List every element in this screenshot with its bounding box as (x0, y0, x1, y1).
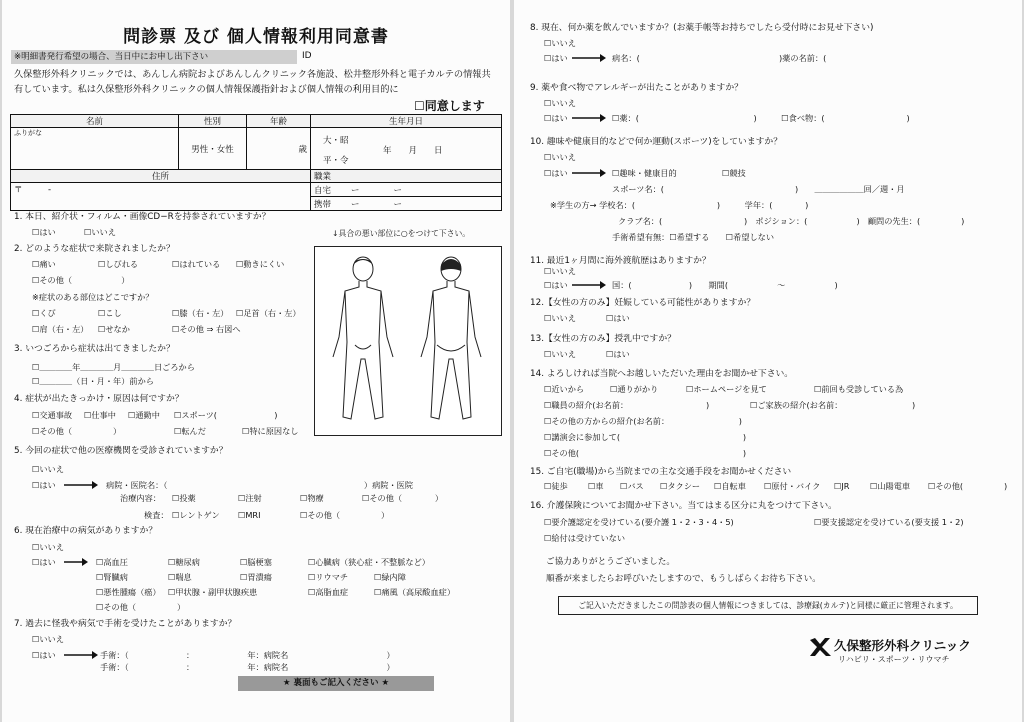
q8-title: 8. 現在、何か薬を飲んでいますか？(お薬手帳等お持ちでしたら受付時にお見せ下さい) (530, 23, 874, 33)
home-phone-field[interactable]: 自宅 ー ー (311, 183, 502, 197)
clinic-logo-icon (808, 636, 832, 658)
q6-no[interactable]: ☐いいえ (32, 542, 64, 552)
q4-commute[interactable]: ☐通勤中 (128, 410, 160, 420)
disease-diabetes[interactable]: ☐糖尿病 (168, 557, 200, 567)
q4-none[interactable]: ☐特に原因なし (242, 426, 299, 436)
q1-yes[interactable]: ☐はい (32, 227, 56, 237)
q11-title: 11. 最近1ヶ月間に海外渡航歴はありますか？ (530, 256, 711, 266)
disease-lipid[interactable]: ☐高脂血症 (308, 587, 349, 597)
q16-support[interactable]: ☐要支援認定を受けている(要支援 1・2) (814, 517, 964, 527)
q14-passing[interactable]: ☐通りがかり (610, 384, 659, 394)
q15-motorbike[interactable]: ☐原付・バイク (764, 481, 821, 491)
header-job: 職業 (311, 170, 502, 183)
q5-title: 5. 今回の症状で他の医療機関を受診されていますか？ (14, 446, 228, 456)
q2-swelling[interactable]: ☐はれている (172, 259, 221, 269)
intro-text: 久保整形外科クリニックでは、あんしん病院およびあんしんクリニック各施設、松井整形外科と電子カルテの情報共有しています。私は久保整形外科クリニックの個人情報保護指針および個人情報の利用目的に (14, 69, 491, 95)
q14-title: 14. よろしければ当院へお越しいただいた理由をお聞かせ下さい。 (530, 369, 794, 379)
name-field[interactable]: ふりがな (11, 128, 179, 170)
q10-surgery-wish[interactable]: 手術希望有無：☐希望する ☐希望しない (612, 232, 775, 242)
q2-sub: ※症状のある部位はどこですか？ (32, 292, 154, 302)
part-upper-back[interactable]: ☐せなか (98, 324, 130, 334)
questionnaire-front-page (2, 0, 510, 722)
q5-treat-label: 治療内容： (120, 493, 161, 503)
q13-title: 13.【女性の方のみ】授乳中ですか？ (530, 334, 676, 344)
q14-referral[interactable]: ☐その他の方からの紹介(お名前： ) (544, 416, 742, 426)
header-birth: 生年月日 (311, 115, 502, 128)
q7-title: 7. 過去に怪我や病気で手術を受けたことがありますか？ (14, 619, 237, 629)
q16-title: 16. 介護保険についてお聞かせ下さい。当てはまる区分に丸をつけて下さい。 (530, 501, 837, 511)
q4-other[interactable]: ☐その他（ ） (32, 426, 122, 436)
q8-yes[interactable]: ☐はい (544, 53, 568, 63)
q6-yes[interactable]: ☐はい (32, 557, 56, 567)
disease-gout[interactable]: ☐痛風（高尿酸血症） (374, 587, 456, 597)
part-ankle[interactable]: ☐足首（右・左） (236, 308, 301, 318)
q15-jr[interactable]: ☐JR (834, 481, 850, 491)
q1-no[interactable]: ☐いいえ (84, 227, 116, 237)
part-other[interactable]: ☐その他 ⇒ 右図へ (172, 324, 241, 334)
q8-no[interactable]: ☐いいえ (544, 38, 576, 48)
clinic-specialties: リハビリ・スポーツ・リウマチ (838, 655, 950, 664)
q5-injection[interactable]: ☐注射 (238, 493, 262, 503)
q15-other[interactable]: ☐その他( ) (928, 481, 1008, 491)
q2-stiff[interactable]: ☐動きにくい (236, 259, 285, 269)
header-age: 年齢 (247, 115, 311, 128)
patient-info-table (10, 114, 502, 211)
disease-hypertension[interactable]: ☐高血圧 (96, 557, 128, 567)
disease-kidney[interactable]: ☐腎臓病 (96, 572, 128, 582)
q14-staff[interactable]: ☐職員の紹介(お名前： ) (544, 400, 710, 410)
q14-near[interactable]: ☐近いから (544, 384, 585, 394)
q6-title: 6. 現在治療中の病気がありますか？ (14, 526, 158, 536)
disease-other[interactable]: ☐その他（ ） (96, 602, 186, 612)
q12-yes[interactable]: ☐はい (606, 313, 630, 323)
q15-sanyo[interactable]: ☐山陽電車 (870, 481, 911, 491)
q2-other[interactable]: ☐その他（ ） (32, 275, 130, 285)
q4-work[interactable]: ☐仕事中 (84, 410, 116, 420)
disease-asthma[interactable]: ☐喘息 (168, 572, 192, 582)
q2-numb[interactable]: ☐しびれる (98, 259, 139, 269)
q5-yes[interactable]: ☐はい (32, 480, 56, 490)
arrow-right-icon (64, 481, 98, 489)
q14-family[interactable]: ☐ご家族の紹介(お名前： ) (750, 400, 916, 410)
q16-none[interactable]: ☐給付は受けていない (544, 533, 626, 543)
address-field[interactable]: 〒 - (11, 183, 311, 211)
q15-car[interactable]: ☐車 (588, 481, 604, 491)
q10-hobby[interactable]: ☐趣味・健康目的 (612, 168, 677, 178)
q15-bicycle[interactable]: ☐自転車 (714, 481, 746, 491)
sex-field[interactable]: 男性・女性 (179, 128, 247, 170)
q1-title: 1. 本日、紹介状・フィルム・画像CD−Rを持参されていますか？ (14, 212, 271, 222)
q7-no[interactable]: ☐いいえ (32, 634, 64, 644)
q15-taxi[interactable]: ☐タクシー (660, 481, 701, 491)
birth-field[interactable]: 大・昭 平・令 年 月 日 (311, 128, 502, 170)
arrow-right-icon (572, 281, 606, 289)
disease-cancer[interactable]: ☐悪性腫瘍（癌） (96, 587, 161, 597)
part-shoulder[interactable]: ☐肩（右・左） (32, 324, 89, 334)
q15-title: 15. ご自宅(職場)から当院までの主な交通手段をお聞かせください (530, 467, 792, 477)
thanks-text: ご協力ありがとうございました。 (546, 557, 675, 567)
q7-yes[interactable]: ☐はい (32, 650, 56, 660)
q13-yes[interactable]: ☐はい (606, 349, 630, 359)
q4-accident[interactable]: ☐交通事故 (32, 410, 73, 420)
disease-heart[interactable]: ☐心臓病（狭心症・不整脈など） (308, 557, 430, 567)
q7-surgery-1[interactable]: 手術：（ ： 年：病院名 ） (100, 650, 395, 660)
q4-sports[interactable]: ☐スポーツ( ) (174, 410, 278, 420)
arrow-right-icon (572, 114, 606, 122)
q12-no[interactable]: ☐いいえ (544, 313, 576, 323)
wait-text: 順番が来ましたらお呼びいたしますので、もうしばらくお待ち下さい。 (546, 574, 821, 584)
q14-homepage[interactable]: ☐ホームページを見て (686, 384, 767, 394)
q9-allergy[interactable]: ☐薬：( ) ☐食べ物：( ) (612, 113, 910, 123)
q11-no[interactable]: ☐いいえ (544, 266, 576, 276)
q10-title: 10. 趣味や健康目的などで何か運動(スポーツ)をしていますか？ (530, 137, 783, 147)
q16-care[interactable]: ☐要介護認定を受けている(要介護 1・2・3・4・5) (544, 517, 734, 527)
q5-exam-label: 検査： (144, 510, 169, 520)
page-title: 問診票 及び 個人情報利用同意書 (123, 27, 389, 47)
q14-previous[interactable]: ☐前回も受診している為 (814, 384, 904, 394)
arrow-right-icon (64, 651, 98, 659)
q12-title: 12.【女性の方のみ】妊娠している可能性がありますか？ (530, 298, 756, 308)
q8-drug-name[interactable]: 病名：( )薬の名前：( (612, 53, 827, 63)
q5-mri[interactable]: ☐MRI (238, 510, 261, 520)
q11-yes[interactable]: ☐はい (544, 280, 568, 290)
q13-no[interactable]: ☐いいえ (544, 349, 576, 359)
clinic-logo (808, 636, 1008, 668)
q15-bus[interactable]: ☐バス (620, 481, 644, 491)
q3-ago[interactable]: ☐＿＿＿＿（日・月・年）前から (32, 376, 154, 386)
q15-walk[interactable]: ☐徒歩 (544, 481, 568, 491)
q2-title: 2. どのような症状で来院されましたか？ (14, 244, 175, 254)
id-label: ID (302, 51, 312, 61)
q14-lecture[interactable]: ☐講演会に参加して( ) (544, 432, 747, 442)
q5-treat-other[interactable]: ☐その他（ ） (362, 493, 444, 503)
privacy-notice: ご記入いただきましたこの問診表の個人情報につきましては、診療録(カルテ)と同様に厳正に管理されます。 (558, 596, 978, 615)
q9-yes[interactable]: ☐はい (544, 113, 568, 123)
receipt-note: ※明細書発行希望の場合、当日中にお申し出下さい (11, 50, 297, 64)
body-outline-icon (315, 247, 501, 435)
q10-no[interactable]: ☐いいえ (544, 152, 576, 162)
arrow-right-icon (572, 54, 606, 62)
q5-no[interactable]: ☐いいえ (32, 464, 64, 474)
body-diagram[interactable] (314, 246, 502, 436)
q9-no[interactable]: ☐いいえ (544, 98, 576, 108)
header-sex: 性別 (179, 115, 247, 128)
age-field[interactable]: 歳 (247, 128, 311, 170)
q5-physio[interactable]: ☐物療 (300, 493, 324, 503)
agree-checkbox[interactable]: ☐同意します (414, 99, 485, 113)
q5-xray[interactable]: ☐レントゲン (172, 510, 220, 520)
arrow-right-icon (572, 169, 606, 177)
continue-on-back-banner: ★ 裏面もご記入ください ★ (238, 676, 434, 691)
part-knee[interactable]: ☐膝（右・左） (172, 308, 229, 318)
q10-sport-name[interactable]: スポーツ名：( ) ＿＿＿＿＿＿回／週・月 (612, 184, 905, 194)
q3-title: 3. いつごろから症状は出てきましたか？ (14, 344, 175, 354)
header-address: 住所 (11, 170, 311, 183)
part-neck[interactable]: ☐くび (32, 308, 56, 318)
disease-glaucoma[interactable]: ☐緑内障 (374, 572, 406, 582)
q7-surgery-2[interactable]: 手術：（ ： 年：病院名 ） (100, 662, 395, 672)
q3-date[interactable]: ☐＿＿＿＿年＿＿＿＿月＿＿＿＿日ごろから (32, 362, 195, 372)
q10-club[interactable]: クラブ名：( ) ポジション：( ) 顧問の先生：( ) (618, 216, 965, 226)
q10-yes[interactable]: ☐はい (544, 168, 568, 178)
disease-thyroid[interactable]: ☐甲状腺・副甲状腺疾患 (168, 587, 258, 597)
disease-ulcer[interactable]: ☐胃潰瘍 (240, 572, 272, 582)
mobile-phone-field[interactable]: 携帯 ー ー (311, 197, 502, 211)
q5-medication[interactable]: ☐投薬 (172, 493, 196, 503)
q5-hospital[interactable]: 病院・医院名：（ ）病院・医院 (106, 480, 414, 490)
q14-other[interactable]: ☐その他( ) (544, 448, 747, 458)
figure-caption: ↓具合の悪い部位に○をつけて下さい。 (332, 229, 471, 238)
q4-fell[interactable]: ☐転んだ (174, 426, 206, 436)
clinic-name: 久保整形外科クリニック (834, 638, 971, 653)
q10-school[interactable]: ※学生の方→ 学校名：( ) 学年：( ) (550, 200, 809, 210)
q2-pain[interactable]: ☐痛い (32, 259, 56, 269)
q5-exam-other[interactable]: ☐その他（ ） (300, 510, 390, 520)
q11-travel[interactable]: 国：( ) 期間( 〜 ) (612, 280, 838, 290)
header-name: 名前 (11, 115, 179, 128)
part-back[interactable]: ☐こし (98, 308, 122, 318)
questionnaire-back-page (514, 0, 1022, 722)
q9-title: 9. 薬や食べ物でアレルギーが出たことがありますか？ (530, 83, 743, 93)
arrow-right-icon (64, 558, 88, 566)
q10-competition[interactable]: ☐競技 (722, 168, 746, 178)
disease-stroke[interactable]: ☐脳梗塞 (240, 557, 272, 567)
disease-rheumatism[interactable]: ☐リウマチ (308, 572, 349, 582)
q4-title: 4. 症状が出たきっかけ・原因は何ですか？ (14, 394, 184, 404)
